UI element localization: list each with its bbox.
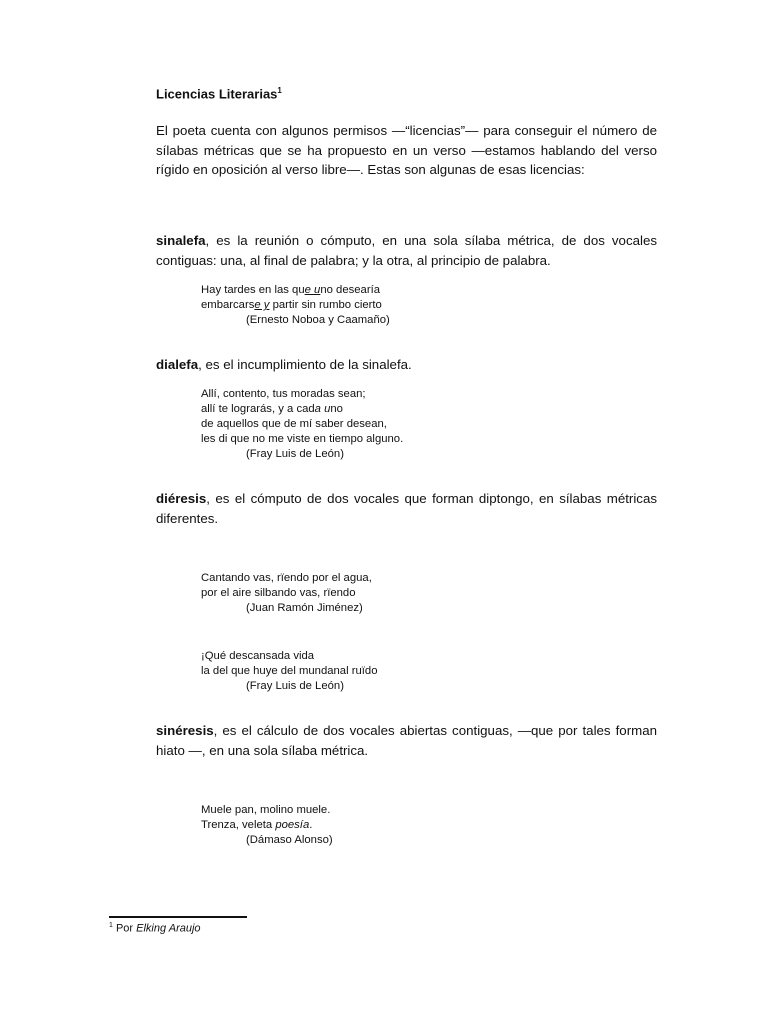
dieresis-verse-2 [201, 649, 378, 694]
page-title [156, 86, 282, 101]
sinalefa-paragraph [156, 231, 657, 270]
verse-line: Trenza, veleta poesía. [201, 819, 313, 831]
verse-line: de aquellos que de mí saber desean, [201, 418, 387, 430]
verse-line: la del que huye del mundanal ruïdo [201, 665, 378, 677]
footnote-reference: 1 [277, 86, 282, 95]
dieresis-term: diéresis [156, 491, 207, 506]
sinalefa-definition: , es la reunión o cómputo, en una sola sílaba métrica, de dos vocales contiguas: una, al final de palabra; y la otra, al principio de palabra. [156, 233, 657, 268]
verse-author: (Juan Ramón Jiménez) [246, 602, 363, 614]
dieresis-verse-1 [201, 571, 372, 616]
footnote-prefix: Por [112, 922, 137, 935]
verse-line: por el aire silbando vas, rïendo [201, 587, 356, 599]
verse-line: Cantando vas, rïendo por el agua, [201, 572, 372, 584]
dialefa-verse [201, 387, 403, 462]
dieresis-paragraph [156, 489, 657, 528]
sinalefa-verse [201, 283, 390, 328]
dialefa-paragraph [156, 355, 657, 375]
verse-line: ¡Qué descansada vida [201, 650, 315, 662]
footnote-separator [109, 916, 247, 918]
verse-author: (Dámaso Alonso) [246, 834, 333, 846]
intro-paragraph: El poeta cuenta con algunos permisos —“licencias”— para conseguir el número de sílabas métricas que se ha propuesto en un verso —estamos hablando del verso rígido en oposición al verso libre—. Estas son algunas de esas licencias: [156, 123, 657, 177]
verse-line: allí te lograrás, y a cada uno [201, 403, 343, 415]
verse-line: embarcarse y partir sin rumbo cierto [201, 299, 382, 311]
title-text: Licencias Literarias [156, 86, 278, 102]
verse-line: Muele pan, molino muele. [201, 804, 331, 816]
sineresis-definition: , es el cálculo de dos vocales abiertas contiguas, —que por tales forman hiato —, en una sola sílaba métrica. [156, 723, 657, 758]
verse-line: Hay tardes en las que uno desearía [201, 284, 381, 296]
sinalefa-term: sinalefa [156, 233, 206, 248]
verse-author: (Fray Luis de León) [246, 448, 344, 460]
sineresis-paragraph [156, 721, 657, 760]
sineresis-term: sinéresis [156, 723, 214, 738]
verse-author: (Fray Luis de León) [246, 680, 344, 692]
footnote-author: Elking Araujo [136, 922, 201, 935]
sineresis-verse [201, 803, 333, 848]
verse-author: (Ernesto Noboa y Caamaño) [246, 314, 390, 326]
verse-line: les di que no me viste en tiempo alguno. [201, 433, 404, 445]
dialefa-definition: , es el incumplimiento de la sinalefa. [198, 357, 412, 372]
dieresis-definition: , es el cómputo de dos vocales que forman diptongo, en sílabas métricas diferentes. [156, 491, 657, 526]
verse-line: Allí, contento, tus moradas sean; [201, 388, 366, 400]
footnote [109, 922, 201, 935]
dialefa-term: dialefa [156, 357, 199, 372]
footnote-mark: 1 [109, 922, 113, 929]
